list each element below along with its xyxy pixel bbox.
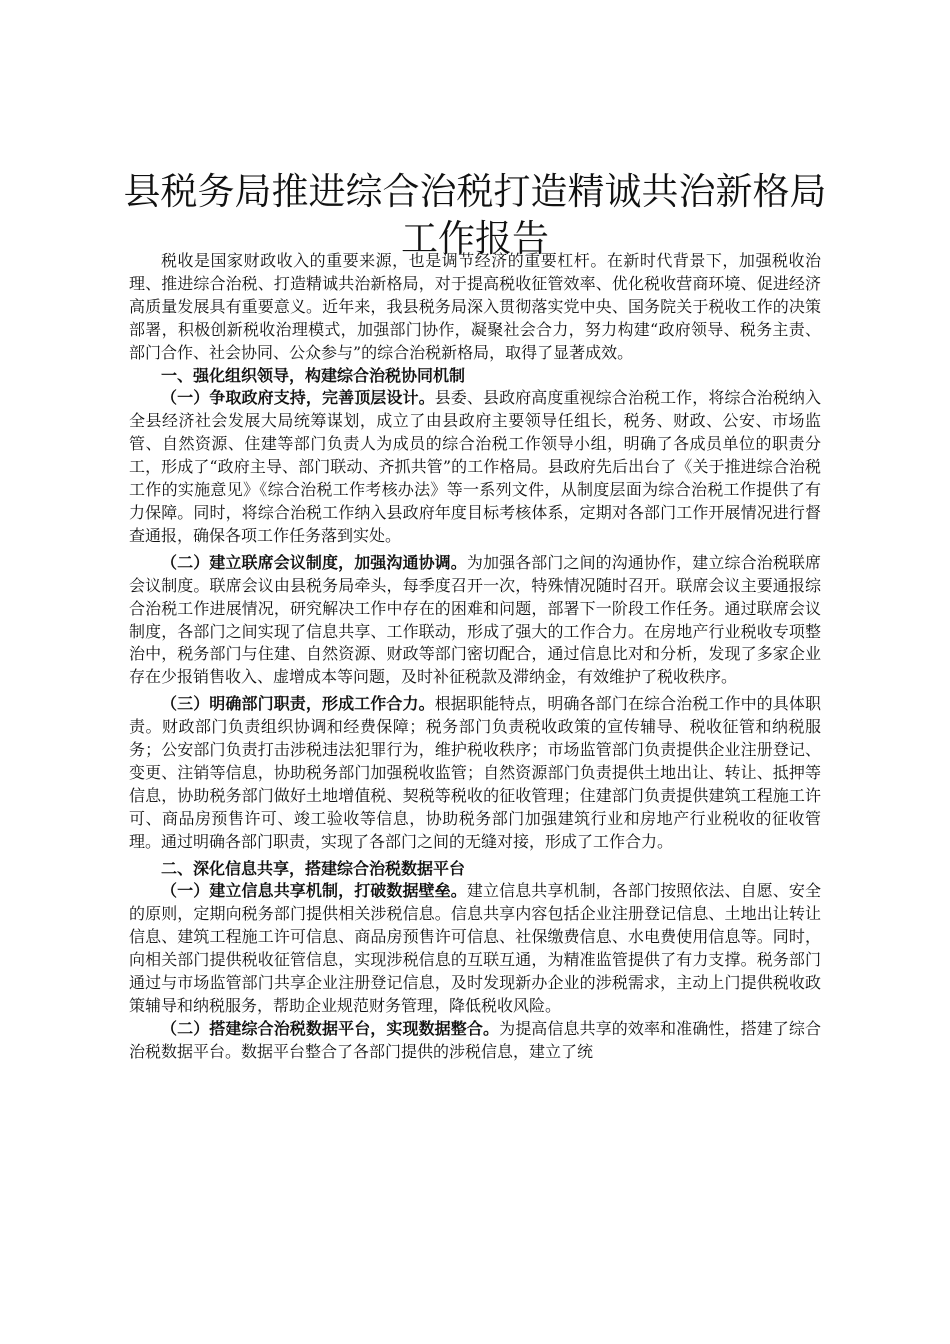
section-paragraph <box>129 693 821 853</box>
section-paragraph <box>129 880 821 1017</box>
section-heading: 一、强化组织领导，构建综合治税协同机制 <box>161 365 466 385</box>
document-body <box>129 250 821 1064</box>
section-2 <box>129 858 821 1064</box>
section-paragraph <box>129 552 821 689</box>
paragraph-lead: （一）建立信息共享机制，打破数据壁垒。 <box>161 881 467 901</box>
paragraph-text: 县委、县政府高度重视综合治税工作，将综合治税纳入全县经济社会发展大局统筹谋划，成立了由县政府主要领导任组长，税务、财政、公安、市场监管、自然资源、住建等部门负责人为成员的综合治税工作领导小组，明确了各成员单位的职责分工，形成了“政府主导、部门联动、齐抓共管”的工作格局。县政府先后出台了《关于推进综合治税工作的实施意见》《综合治税工作考核办法》等一系列文件，从制度层面为综合治税工作提供了有力保障。同时，将综合治税工作纳入县政府年度目标考核体系，定期对各部门工作开展情况进行督查通报，确保各项工作任务落到实处。 <box>129 388 821 545</box>
intro-paragraph: 税收是国家财政收入的重要来源，也是调节经济的重要杠杆。在新时代背景下，加强税收治理、推进综合治税、打造精诚共治新格局，对于提高税收征管效率、优化税收营商环境、促进经济高质量发展具有重要意义。近年来，我县税务局深入贯彻落实党中央、国务院关于税收工作的决策部署，积极创新税收治理模式，加强部门协作，凝聚社会合力，努力构建“政府领导、税务主责、部门合作、社会协同、公众参与”的综合治税新格局，取得了显著成效。 <box>129 251 821 362</box>
paragraph-lead: （二）建立联席会议制度，加强沟通协调。 <box>161 552 467 572</box>
section-heading: 二、深化信息共享，搭建综合治税数据平台 <box>161 858 466 878</box>
paragraph-lead: （三）明确部门职责，形成工作合力。 <box>161 694 435 714</box>
paragraph-text: 为加强各部门之间的沟通协作，建立综合治税联席会议制度。联席会议由县税务局牵头，每季度召开一次，特殊情况随时召开。联席会议主要通报综合治税工作进展情况，研究解决工作中存在的困难和问题，部署下一阶段工作任务。通过联席会议制度，各部门之间实现了信息共享、工作联动，形成了强大的工作合力。在房地产行业税收专项整治中，税务部门与住建、自然资源、财政等部门密切配合，通过信息比对和分析，发现了多家企业存在少报销售收入、虚增成本等问题，及时补征税款及滞纳金，有效维护了税收秩序。 <box>129 552 821 687</box>
document-title: 县税务局推进综合治税打造精诚共治新格局工作报告 <box>123 170 827 260</box>
paragraph-lead: （一）争取政府支持，完善顶层设计。 <box>161 388 435 408</box>
section-paragraph <box>129 1018 821 1064</box>
paragraph-text: 建立信息共享机制，各部门按照依法、自愿、安全的原则，定期向税务部门提供相关涉税信息。信息共享内容包括企业注册登记信息、土地出让转让信息、建筑工程施工许可信息、商品房预售许可信息、社保缴费信息、水电费使用信息等。同时，向相关部门提供税收征管信息，实现涉税信息的互联互通，为精准监管提供了有力支撑。税务部门通过与市场监管部门共享企业注册登记信息，及时发现新办企业的涉税需求，主动上门提供税收政策辅导和纳税服务，帮助企业规范财务管理，降低税收风险。 <box>129 881 821 1015</box>
section-1 <box>129 365 821 854</box>
paragraph-lead: （二）搭建综合治税数据平台，实现数据整合。 <box>161 1018 500 1038</box>
paragraph-text: 根据职能特点，明确各部门在综合治税工作中的具体职责。财政部门负责组织协调和经费保障；税务部门负责税收政策的宣传辅导、税收征管和纳税服务；公安部门负责打击涉税违法犯罪行为，维护税收秩序；市场监管部门负责提供企业注册登记、变更、注销等信息，协助税务部门加强税收监管；自然资源部门负责提供土地出让、转让、抵押等信息，协助税务部门做好土地增值税、契税等税收的征收管理；住建部门负责提供建筑工程施工许可、商品房预售许可、竣工验收等信息，协助税务部门加强建筑行业和房地产行业税收的征收管理。通过明确各部门职责，实现了各部门之间的无缝对接，形成了工作合力。 <box>129 694 821 851</box>
section-paragraph <box>129 387 821 547</box>
paragraph-text: 为提高信息共享的效率和准确性，搭建了综合治税数据平台。数据平台整合了各部门提供的涉税信息，建立了统 <box>129 1018 821 1061</box>
